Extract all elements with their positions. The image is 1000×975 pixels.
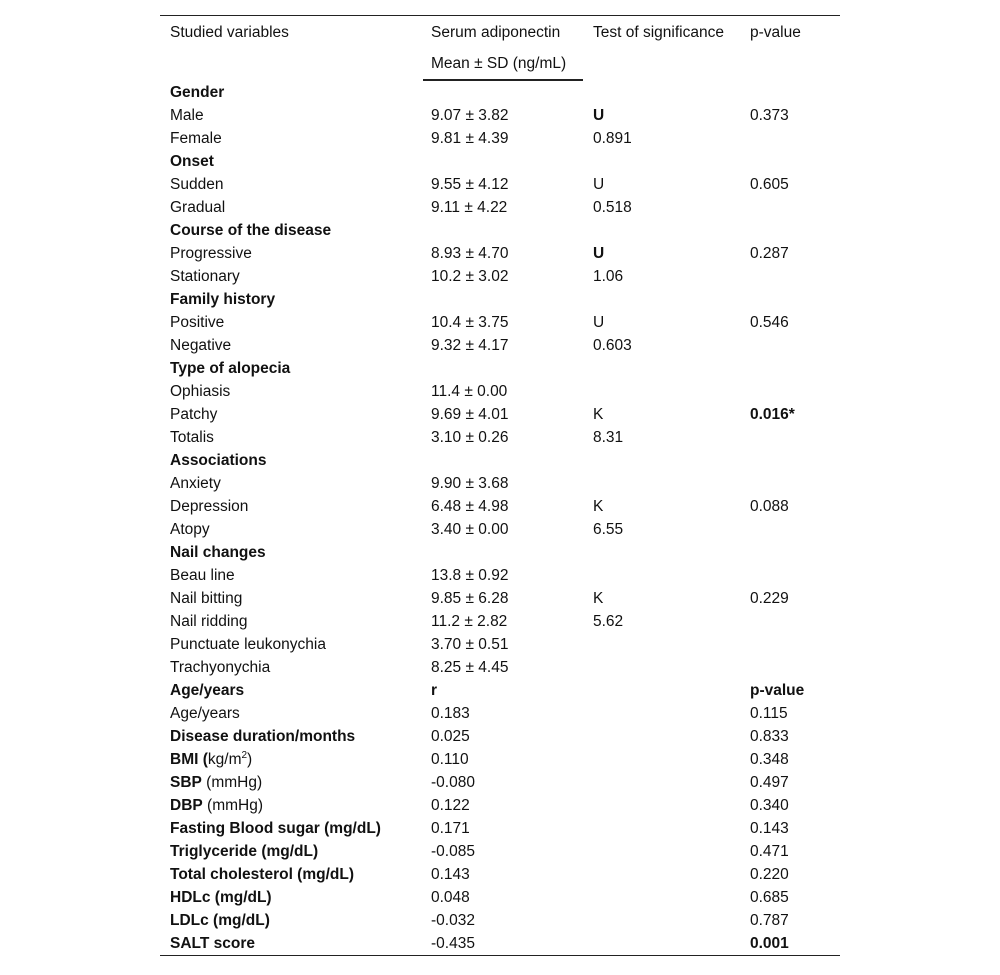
header-p-value: p-value bbox=[750, 24, 801, 41]
cell-value: 0.048 bbox=[431, 889, 470, 906]
cell-variable: Male bbox=[170, 107, 204, 124]
cell-test: U bbox=[593, 176, 605, 193]
cell-value: 9.11 ± 4.22 bbox=[431, 199, 508, 216]
cell-value: r bbox=[431, 682, 438, 699]
cell-value: 10.4 ± 3.75 bbox=[431, 314, 509, 331]
table-row bbox=[160, 104, 840, 127]
cell-p-value: 0.833 bbox=[750, 728, 789, 745]
cell-p-value: 0.340 bbox=[750, 797, 789, 814]
table-row bbox=[160, 357, 840, 380]
header-studied-variables: Studied variables bbox=[170, 24, 289, 41]
cell-p-value: 0.348 bbox=[750, 751, 789, 768]
cell-variable: Gender bbox=[170, 84, 225, 101]
table-row bbox=[160, 288, 840, 311]
table-row bbox=[160, 748, 840, 771]
table-row bbox=[160, 863, 840, 886]
table-row bbox=[160, 449, 840, 472]
cell-test: 8.31 bbox=[593, 429, 624, 446]
cell-variable: LDLc (mg/dL) bbox=[170, 912, 270, 929]
table-row bbox=[160, 840, 840, 863]
cell-test: U bbox=[593, 314, 605, 331]
cell-p-value: 0.229 bbox=[750, 590, 789, 607]
cell-variable: Family history bbox=[170, 291, 276, 308]
cell-test: K bbox=[593, 406, 604, 423]
cell-value: 10.2 ± 3.02 bbox=[431, 268, 509, 285]
cell-test: 1.06 bbox=[593, 268, 624, 285]
cell-variable: Type of alopecia bbox=[170, 360, 291, 377]
table-row bbox=[160, 518, 840, 541]
cell-p-value: 0.088 bbox=[750, 498, 789, 515]
cell-variable: Depression bbox=[170, 498, 249, 515]
cell-p-value: 0.115 bbox=[750, 705, 788, 722]
cell-variable: BMI $(kg/m^2)$ bbox=[170, 749, 253, 768]
cell-variable: Sudden bbox=[170, 176, 224, 193]
table-row bbox=[160, 495, 840, 518]
cell-value: 6.48 ± 4.98 bbox=[431, 498, 509, 515]
cell-value: 0.122 bbox=[431, 797, 470, 814]
cell-variable: Atopy bbox=[170, 521, 210, 538]
cell-variable: Positive bbox=[170, 314, 225, 331]
cell-value: 0.171 bbox=[431, 820, 470, 837]
cell-variable: Onset bbox=[170, 153, 214, 170]
cell-variable: Beau line bbox=[170, 567, 235, 584]
table-row bbox=[160, 679, 840, 702]
cell-variable: Trachyonychia bbox=[170, 659, 271, 676]
cell-variable: Ophiasis bbox=[170, 383, 231, 400]
cell-variable: Nail ridding bbox=[170, 613, 248, 630]
cell-value: 13.8 ± 0.92 bbox=[431, 567, 509, 584]
cell-variable: Disease duration/months bbox=[170, 728, 356, 745]
table-row bbox=[160, 587, 840, 610]
table-row bbox=[160, 771, 840, 794]
cell-value: -0.032 bbox=[431, 912, 475, 929]
header-test-of-significance: Test of significance bbox=[593, 24, 724, 41]
cell-variable: SALT score bbox=[170, 935, 255, 952]
table-row bbox=[160, 656, 840, 679]
header-serum-adiponectin: Serum adiponectin bbox=[431, 24, 561, 41]
table-row bbox=[160, 564, 840, 587]
table-row bbox=[160, 610, 840, 633]
table-row bbox=[160, 472, 840, 495]
table-row bbox=[160, 426, 840, 449]
table-row bbox=[160, 311, 840, 334]
bottom-rule bbox=[160, 955, 840, 956]
cell-variable: Course of the disease bbox=[170, 222, 332, 239]
cell-variable: Associations bbox=[170, 452, 267, 469]
cell-value: -0.085 bbox=[431, 843, 475, 860]
table-body bbox=[160, 81, 840, 955]
cell-value: 0.110 bbox=[431, 751, 469, 768]
cell-value: -0.080 bbox=[431, 774, 475, 791]
cell-p-value: p-value bbox=[750, 682, 805, 699]
cell-value: 9.81 ± 4.39 bbox=[431, 130, 509, 147]
cell-variable: Stationary bbox=[170, 268, 240, 285]
cell-value: 9.32 ± 4.17 bbox=[431, 337, 509, 354]
cell-variable: Totalis bbox=[170, 429, 214, 446]
cell-value: 3.10 ± 0.26 bbox=[431, 429, 509, 446]
cell-value: 9.69 ± 4.01 bbox=[431, 406, 509, 423]
cell-variable: Punctuate leukonychia bbox=[170, 636, 326, 653]
cell-variable: SBP (mmHg) bbox=[170, 774, 263, 791]
cell-value: 9.85 ± 6.28 bbox=[431, 590, 509, 607]
cell-variable: Patchy bbox=[170, 406, 218, 423]
cell-variable: Progressive bbox=[170, 245, 252, 262]
table-row bbox=[160, 81, 840, 104]
table-row bbox=[160, 150, 840, 173]
table-row bbox=[160, 334, 840, 357]
cell-variable: Negative bbox=[170, 337, 232, 354]
cell-test: 0.891 bbox=[593, 130, 632, 147]
cell-p-value: 0.471 bbox=[750, 843, 789, 860]
cell-variable: Anxiety bbox=[170, 475, 221, 492]
cell-p-value: 0.373 bbox=[750, 107, 789, 124]
cell-value: 11.2 ± 2.82 bbox=[431, 613, 508, 630]
cell-value: 8.93 ± 4.70 bbox=[431, 245, 509, 262]
header-mean-sd: Mean ± SD (ng/mL) bbox=[431, 55, 567, 72]
cell-p-value: 0.287 bbox=[750, 245, 789, 262]
table-row bbox=[160, 794, 840, 817]
cell-p-value: 0.220 bbox=[750, 866, 789, 883]
cell-p-value: 0.546 bbox=[750, 314, 789, 331]
cell-test: 6.55 bbox=[593, 521, 624, 538]
cell-value: 8.25 ± 4.45 bbox=[431, 659, 509, 676]
cell-variable: Fasting Blood sugar (mg/dL) bbox=[170, 820, 381, 837]
cell-value: 0.183 bbox=[431, 705, 470, 722]
cell-p-value: 0.001 bbox=[750, 935, 789, 952]
cell-p-value: 0.685 bbox=[750, 889, 789, 906]
cell-variable: Nail bitting bbox=[170, 590, 243, 607]
cell-value: 9.90 ± 3.68 bbox=[431, 475, 509, 492]
cell-variable: Age/years bbox=[170, 705, 240, 722]
cell-variable: Age/years bbox=[170, 682, 245, 699]
table-header bbox=[160, 16, 840, 81]
cell-value: 9.07 ± 3.82 bbox=[431, 107, 509, 124]
cell-test: K bbox=[593, 498, 604, 515]
table-row bbox=[160, 196, 840, 219]
cell-value: 11.4 ± 0.00 bbox=[431, 383, 508, 400]
cell-value: 0.025 bbox=[431, 728, 470, 745]
cell-p-value: 0.143 bbox=[750, 820, 789, 837]
table-row bbox=[160, 541, 840, 564]
cell-variable: Total cholesterol (mg/dL) bbox=[170, 866, 354, 883]
cell-p-value: 0.016* bbox=[750, 406, 795, 423]
cell-variable: HDLc (mg/dL) bbox=[170, 889, 272, 906]
cell-test: 5.62 bbox=[593, 613, 624, 630]
table-row bbox=[160, 633, 840, 656]
table-row bbox=[160, 173, 840, 196]
cell-value: 9.55 ± 4.12 bbox=[431, 176, 509, 193]
cell-test: 0.518 bbox=[593, 199, 632, 216]
cell-value: 3.40 ± 0.00 bbox=[431, 521, 509, 538]
cell-test: K bbox=[593, 590, 604, 607]
table-row bbox=[160, 932, 840, 955]
cell-value: -0.435 bbox=[431, 935, 475, 952]
cell-test: U bbox=[593, 245, 605, 262]
table-row bbox=[160, 886, 840, 909]
cell-value: 0.143 bbox=[431, 866, 470, 883]
table-row bbox=[160, 909, 840, 932]
table-row bbox=[160, 702, 840, 725]
table-row bbox=[160, 817, 840, 840]
table-row bbox=[160, 403, 840, 426]
cell-variable: Gradual bbox=[170, 199, 226, 216]
table-row bbox=[160, 242, 840, 265]
table-row bbox=[160, 265, 840, 288]
adiponectin-table bbox=[160, 15, 840, 956]
cell-test: U bbox=[593, 107, 605, 124]
cell-variable: Nail changes bbox=[170, 544, 266, 561]
cell-variable: DBP (mmHg) bbox=[170, 797, 264, 814]
cell-value: 3.70 ± 0.51 bbox=[431, 636, 509, 653]
table-row bbox=[160, 725, 840, 748]
cell-p-value: 0.497 bbox=[750, 774, 789, 791]
cell-p-value: 0.605 bbox=[750, 176, 789, 193]
table-row bbox=[160, 380, 840, 403]
cell-p-value: 0.787 bbox=[750, 912, 789, 929]
cell-test: 0.603 bbox=[593, 337, 632, 354]
table-row bbox=[160, 127, 840, 150]
cell-variable: Female bbox=[170, 130, 222, 147]
table-row bbox=[160, 219, 840, 242]
cell-variable: Triglyceride (mg/dL) bbox=[170, 843, 319, 860]
